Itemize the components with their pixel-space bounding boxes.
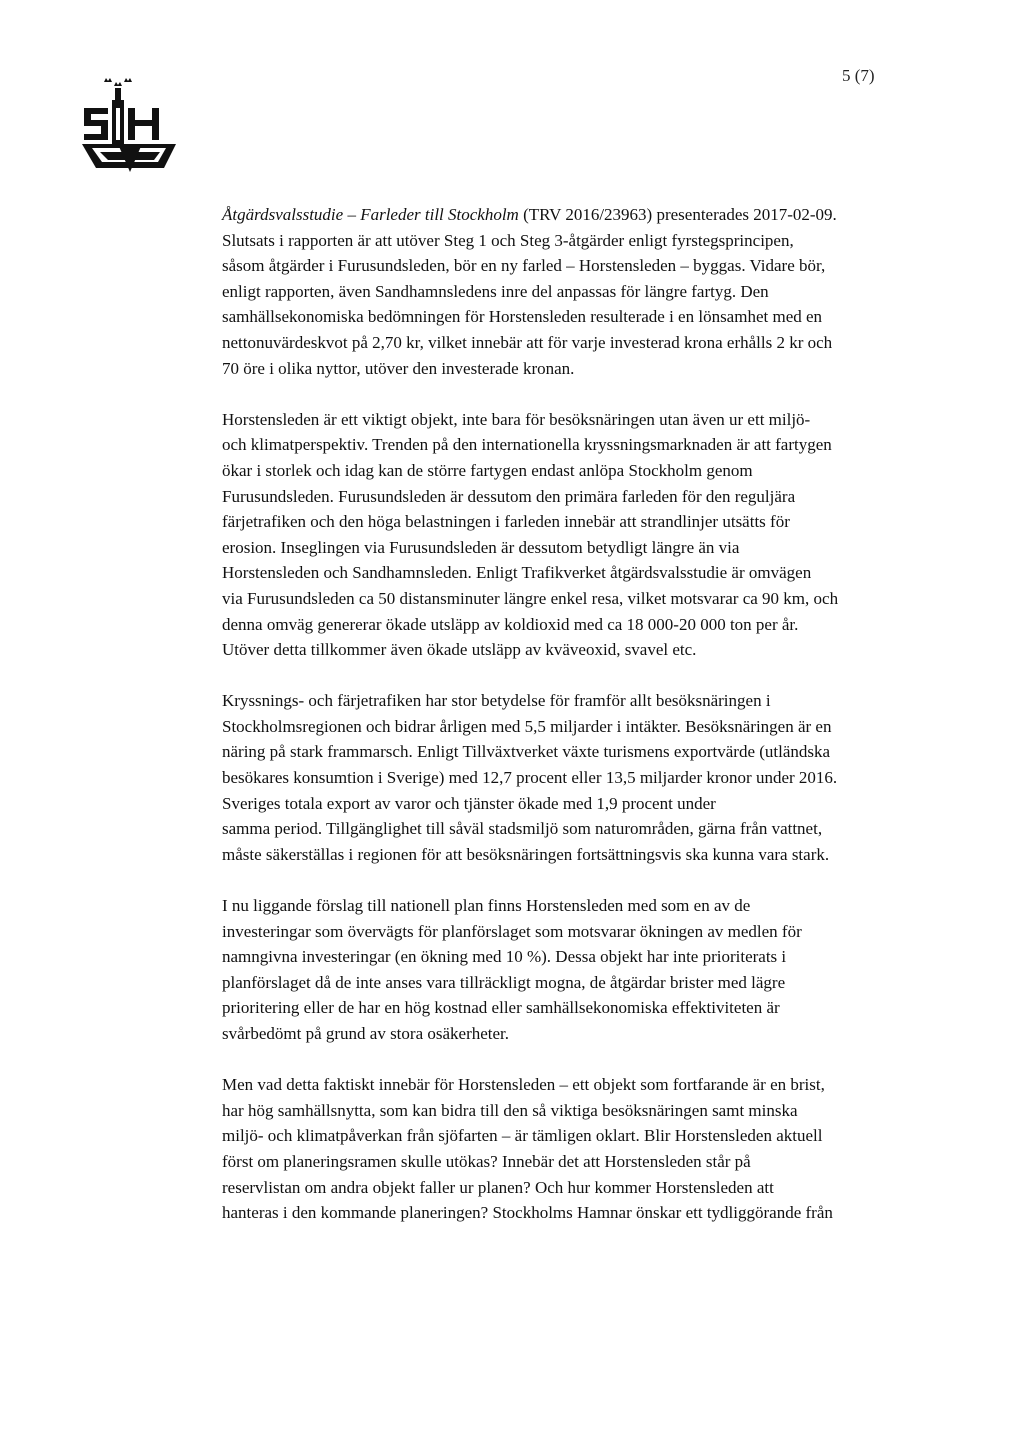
page-number: 5 (7)	[842, 66, 875, 85]
stockholms-hamnar-logo-icon	[82, 74, 178, 176]
paragraph-environment: Horstensleden är ett viktigt objekt, inte bara för besöksnäringen utan även ur ett miljö- och klimatperspektiv. Trenden på den internationella kryssningsmarknaden är att fartygen ökar i storlek och idag kan de större fartygen endast anlöpa Stockholm genom Furusundsleden. Furusundsleden är dessutom den primära farleden för den reguljära färjetrafiken och den höga belastningen i farleden innebär att strandlinjer utsätts för erosion. Inseglingen via Furusundsleden är dessutom betydligt längre än via Horstensleden och Sandhamnsleden. Enligt Trafikverket åtgärdsvalsstudie är omvägen via Furusundsleden ca 50 distansminuter längre enkel resa, vilket motsvarar ca 90 km, och denna omväg genererar ökade utsläpp av koldioxid med ca 18 000-20 000 ton per år. Utöver detta tillkommer även ökade utsläpp av kväveoxid, svavel etc.	[222, 409, 839, 660]
paragraph-questions: Men vad detta faktiskt innebär för Horstensleden – ett objekt som fortfarande är en brist, har hög samhällsnytta, som kan bidra till den så viktiga besöksnäringen samt minska miljö- och klimatpåverkan från sjöfarten – är tämligen oklart. Blir Horstensleden aktuell först om planeringsramen skulle utökas? Innebär det att Horstensleden står på reservlistan om andra objekt faller ur planen? Och hur kommer Horstensleden att hanteras i den kommande planeringen? Stockholms Hamnar önskar ett tydliggörande från	[222, 1075, 833, 1223]
paragraph-national-plan: I nu liggande förslag till nationell plan finns Horstensleden med som en av de investeringar som övervägts för planförslaget som motsvarar ökningen av medlen för namngivna investeringar (en ökning med 10 %). Dessa objekt har inte prioriterats i planförslaget då de inte anses vara tillräckligt mogna, de åtgärdar brister med lägre prioritering eller de har en hög kostnad eller samhällsekonomiska effektiviteten är svårbedömt på grund av stora osäkerheter.	[222, 896, 802, 1043]
paragraph-study-conclusion	[222, 202, 922, 381]
paragraph-tourism: Kryssnings- och färjetrafiken har stor betydelse för framför allt besöksnäringen i Stockholmsregionen och bidrar årligen med 5,5 miljarder i intäkter. Besöksnäringen är en näring på stark frammarsch. Enligt Tillväxtverket växte turismens exportvärde (utländska besökares konsumtion i Sverige) med 12,7 procent eller 13,5 miljarder kronor under 2016. Sveriges totala export av varor och tjänster ökade med 1,9 procent under samma period. Tillgänglighet till såväl stadsmiljö som naturområden, gärna från vattnet, måste säkerställas i regionen för att besöksnäringen fortsättningsvis ska kunna vara stark.	[222, 691, 838, 864]
document-body	[222, 202, 922, 1251]
logo	[82, 74, 178, 176]
paragraph-text: (TRV 2016/23963) presenterades 2017-02-09. Slutsats i rapporten är att utöver Steg 1 och Steg 3-åtgärder enligt fyrstegsprincipen, såsom åtgärder i Furusundsleden, bör en ny farled – Horstensleden – byggas. Vidare bör, enligt rapporten, även Sandhamnsledens inre del anpassas för längre fartyg. Den samhällsekonomiska bedömningen för Horstensleden resulterade i en lönsamhet med en nettonuvärdeskvot på 2,70 kr, vilket innebär att för varje investerad krona erhålls 2 kr och 70 öre i olika nyttor, utöver den investerade kronan.	[222, 205, 837, 378]
study-title: Åtgärdsvalsstudie – Farleder till Stockholm	[222, 205, 519, 224]
